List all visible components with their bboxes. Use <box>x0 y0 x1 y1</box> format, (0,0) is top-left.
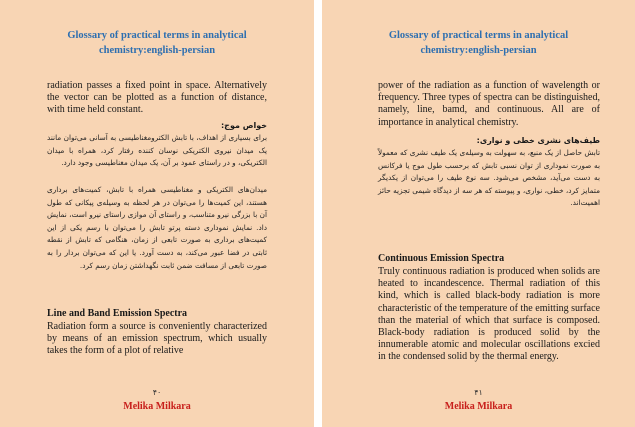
persian-paragraph-1: تابش حاصل از یک منبع، به سهولت به وسیله‌ی یک طیف نشری که معمولاً به صورت نموداری از توان نسبی تابش که برحسب طول موج یا فرکانس به دست می‌آید، مشخص می‌شود. سه نوع طیف را می‌توان از یکدیگر متمایز کرد، خطی، نواری، و پیوسته که هر سه از دیدگاه شیمی تجزیه حائز اهمیت‌اند. <box>378 148 600 208</box>
author-name: Melika Milkara <box>123 401 191 412</box>
english-paragraph-1: power of the radiation as a function of wavelength or frequency. Three types of spectra can be distinguished, namely, line, bamd, and continuous. All are of importance in analytical chemistry. <box>378 80 600 128</box>
page-title <box>0 28 314 58</box>
left-page <box>0 0 314 427</box>
persian-paragraph-1: برای بسیاری از اهداف، با تابش الکترومغناطیسی به آسانی می‌توان مانند یک میدان نیروی الکتریکی نوسان کننده رفتار کرد، همراه با میدان الکتریکی، و در راستای عمود بر آن، یک میدان مغناطیسی وجود دارد. <box>47 133 267 168</box>
title-line-1: Glossary of practical terms in analytical <box>388 30 569 41</box>
right-page <box>322 0 635 427</box>
page-number: ۴۱ <box>474 388 483 397</box>
persian-heading: طیف‌های نشری خطی و نواری: <box>476 136 600 145</box>
author-name: Melika Milkara <box>444 401 513 412</box>
persian-paragraph-2: میدان‌های الکتریکی و مغناطیسی همراه با تابش، کمیت‌های برداری هستند، این کمیت‌ها را می‌توان در هر لحظه به وسیله‌ی پیکانی که طول آن با بزرگی نیرو متناسب، و راستای آن موازی راستای نیرو است، نمایش داد. نمایش نموداری دسته پرتو تابش را می‌توان با رسم یکی از این کمیت‌های برداری به صورت تابعی از زمان، هنگامی که تابش از نقطه ثابتی در فضا عبور می‌کند، به دست آورد. یا این که می‌توان بردار را به صورت تابعی از مسافت ضمن ثابت نگهداشتن زمان رسم کرد. <box>47 185 267 270</box>
persian-heading: خواص موج: <box>220 121 267 130</box>
page-gutter <box>314 0 322 427</box>
page-number: ۴۰ <box>152 388 162 397</box>
page-title <box>322 28 635 58</box>
english-paragraph-2: Truly continuous radiation is produced when solids are heated to incandescence. Thermal radiation of this kind, which is called black-body radiation is more characteristic of the temperature of the emitting surface than the material of which that surface is composed. Black-body radiation is produced solid by the innumerable atomic and molecular oscillations excied in the condensed solid by the thermal energy. <box>378 266 600 363</box>
english-paragraph-1: radiation passes a fixed point in space. Alternatively the vector can be plotted as a function of distance, with time held constant. <box>47 80 267 116</box>
section-heading: Line and Band Emission Spectra <box>47 308 188 319</box>
title-line-2: chemistry:english-persian <box>98 45 216 56</box>
english-paragraph-2: Radiation form a source is conveniently characterized by means of an emission spectrum, which usually takes the form of a plot of relative <box>47 321 267 357</box>
title-line-1: Glossary of practical terms in analytical <box>67 30 247 41</box>
title-line-2: chemistry:english-persian <box>420 45 537 56</box>
section-heading: Continuous Emission Spectra <box>378 253 505 264</box>
